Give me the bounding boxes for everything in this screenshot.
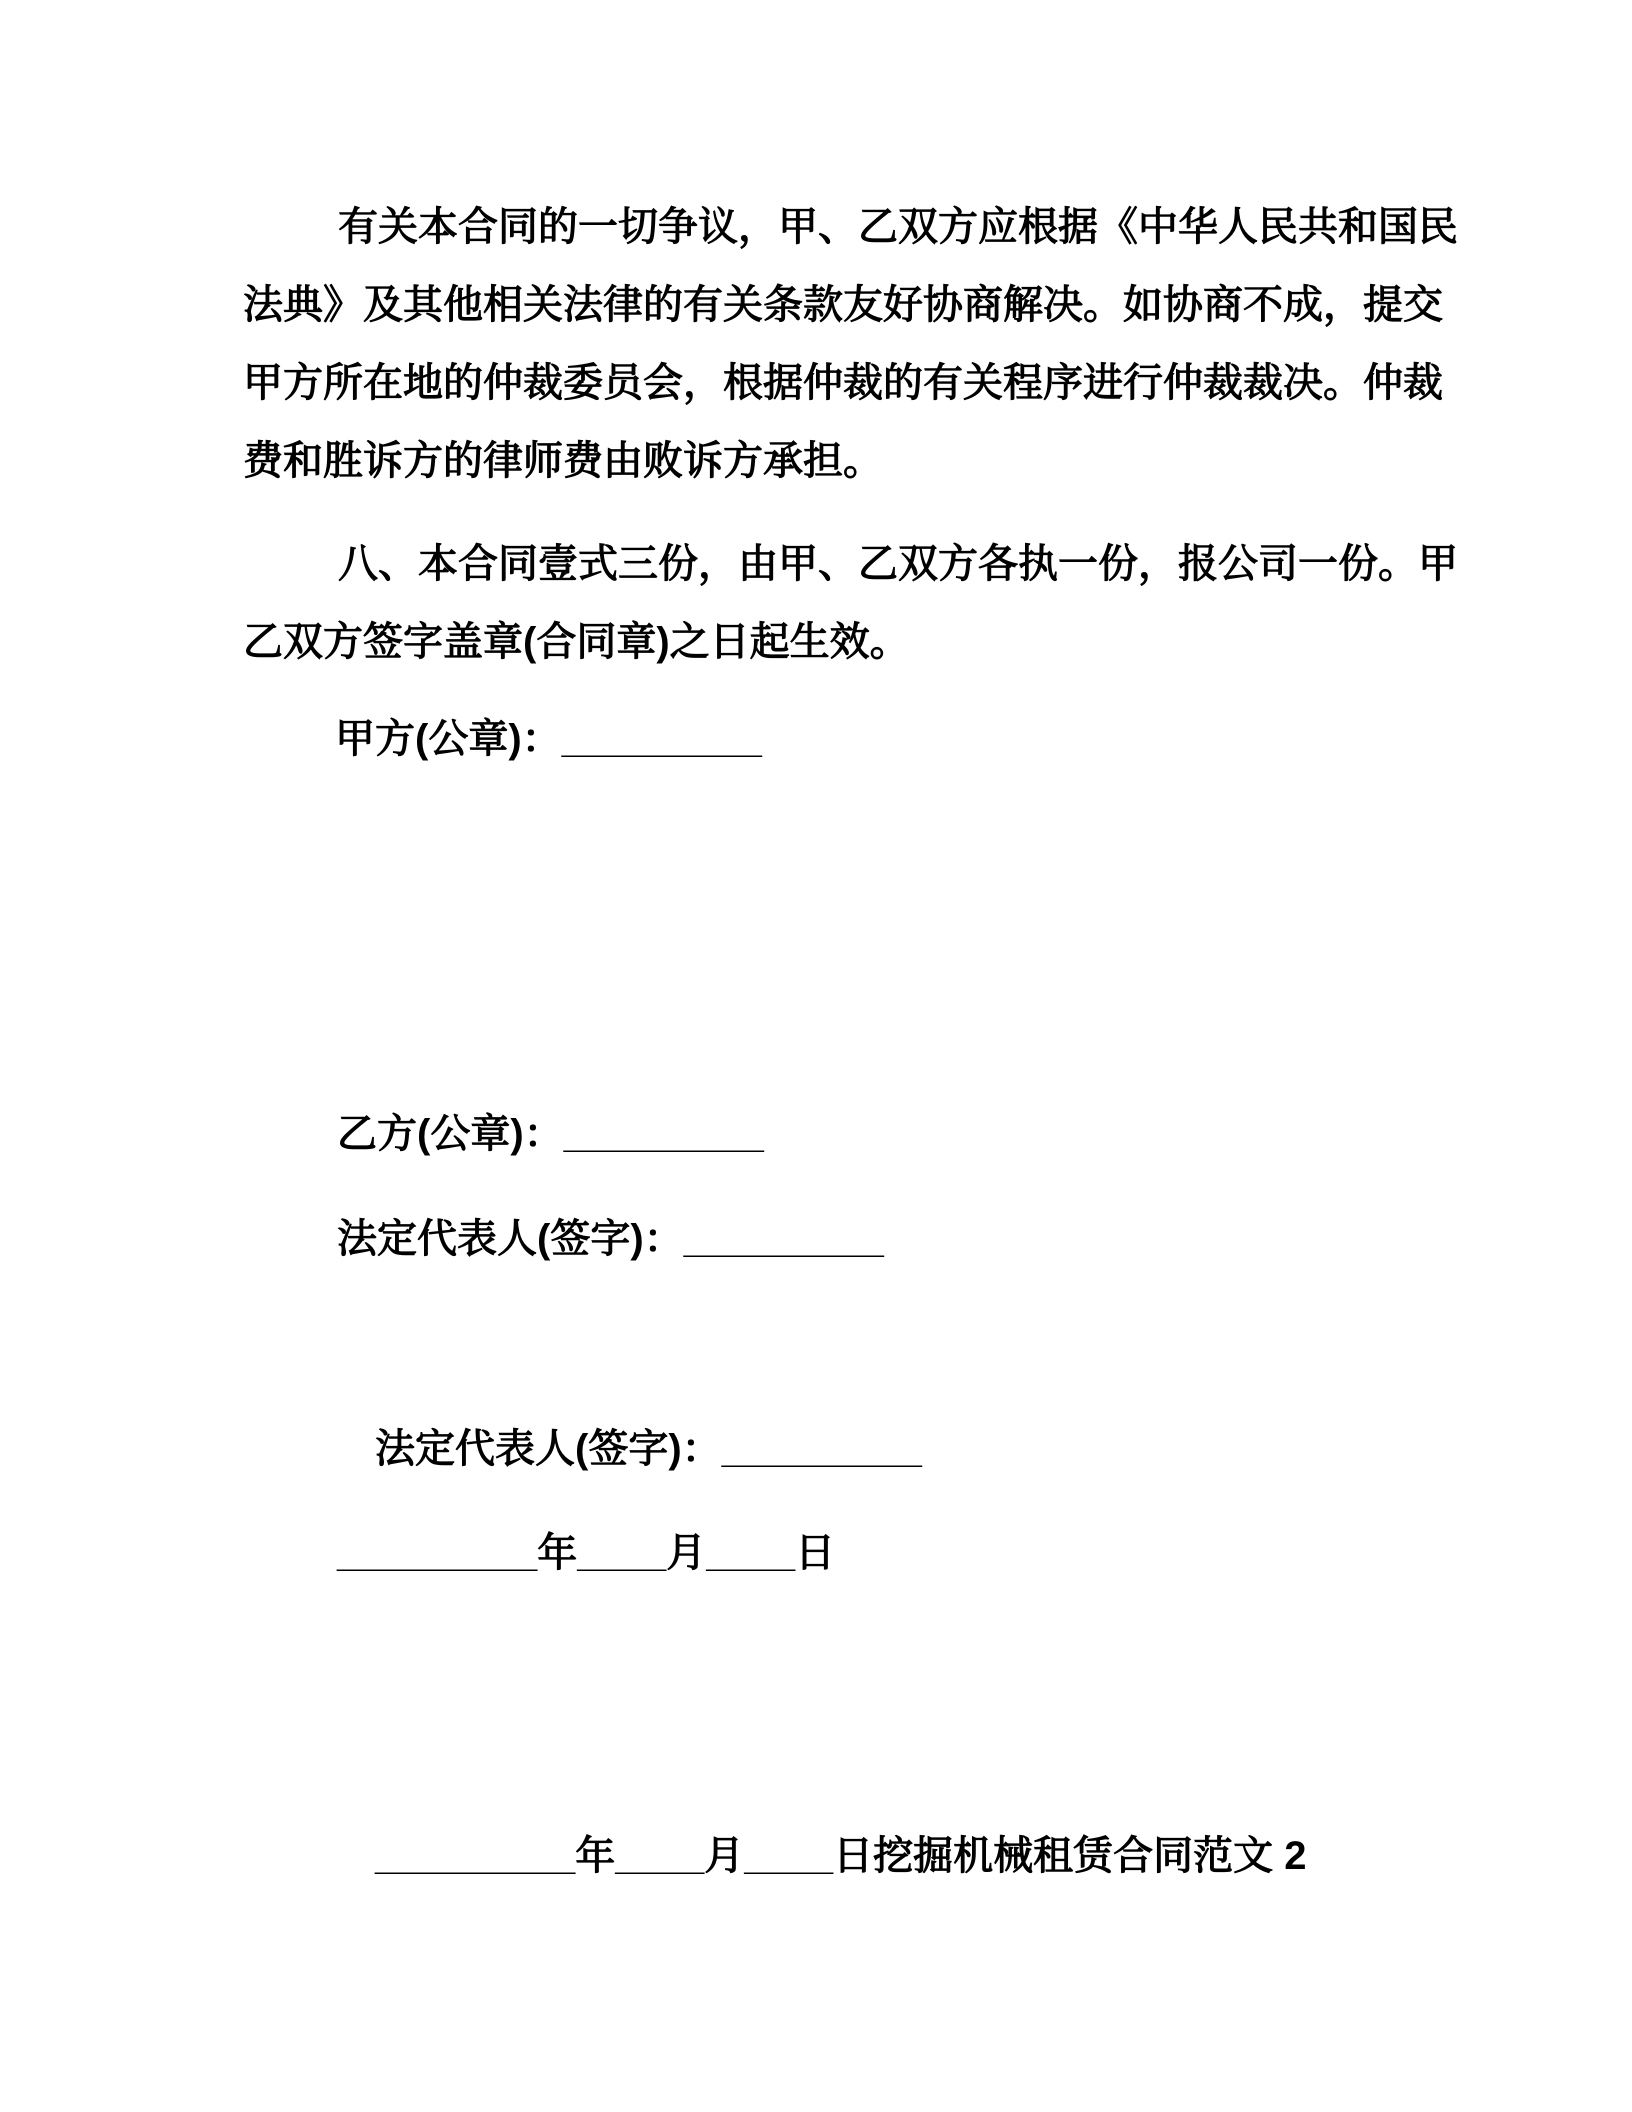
party-a-seal-line: 甲方(公章)：_________	[335, 717, 762, 761]
paragraph-counterparts-line-2: 乙双方签字盖章(合同章)之日起生效。	[243, 620, 910, 664]
paragraph-dispute-resolution	[243, 188, 1458, 500]
footer-date-and-title-line: _________年____月____日挖掘机械租赁合同范文 2	[375, 1834, 1307, 1878]
paragraph-counterparts-effectiveness	[243, 525, 1458, 681]
paragraph-counterparts-line-1: 八、本合同壹式三份，由甲、乙双方各执一份，报公司一份。甲	[338, 542, 1458, 586]
party-b-seal-line: 乙方(公章)：_________	[337, 1112, 764, 1156]
paragraph-dispute-line-3: 甲方所在地的仲裁委员会，根据仲裁的有关程序进行仲裁裁决。仲裁	[243, 361, 1443, 405]
paragraph-dispute-line-2: 法典》及其他相关法律的有关条款友好协商解决。如协商不成，提交	[243, 283, 1443, 327]
date-blank-line: _________年____月____日	[337, 1531, 836, 1575]
legal-representative-signature-line-1: 法定代表人(签字)：_________	[337, 1217, 884, 1261]
legal-representative-signature-line-2: 法定代表人(签字)：_________	[375, 1427, 922, 1471]
paragraph-dispute-line-4: 费和胜诉方的律师费由败诉方承担。	[243, 439, 883, 483]
paragraph-dispute-line-1: 有关本合同的一切争议，甲、乙双方应根据《中华人民共和国民	[338, 205, 1458, 249]
